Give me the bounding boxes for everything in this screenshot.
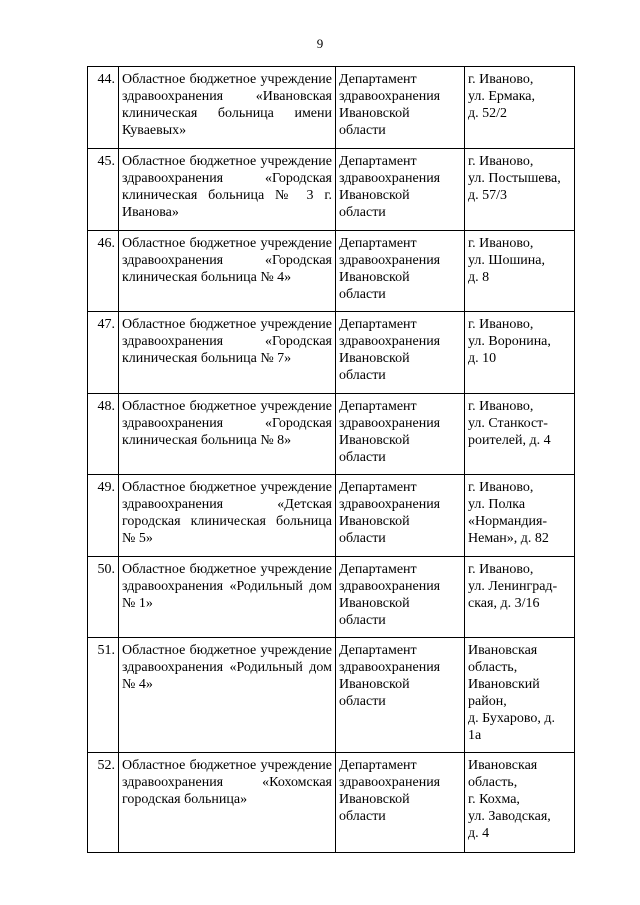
department-line: области — [339, 368, 386, 383]
department-line: области — [339, 531, 386, 546]
row-number: 46. — [88, 231, 119, 312]
address-line: г. Кохма, — [468, 792, 520, 807]
department-line: Ивановской — [339, 270, 410, 285]
address-line: д. 4 — [468, 826, 490, 841]
department-line: Департамент — [339, 562, 417, 577]
address-line: район, — [468, 694, 507, 709]
responsible-department — [336, 67, 465, 149]
department-line: Департамент — [339, 317, 417, 332]
address-line: ул. Станкост- — [468, 416, 548, 431]
responsible-department — [336, 557, 465, 638]
row-number: 48. — [88, 394, 119, 475]
address-line: область, — [468, 660, 518, 675]
address-line: роителей, д. 4 — [468, 433, 551, 448]
institution-address — [465, 753, 575, 853]
department-line: здравоохранения — [339, 497, 441, 512]
department-line: здравоохранения — [339, 579, 441, 594]
responsible-department — [336, 753, 465, 853]
department-line: Департамент — [339, 480, 417, 495]
address-line: ул. Постышева, — [468, 171, 561, 186]
institution-name: Областное бюджетное учреждение здравоохранения «Кохомская городская больница» — [119, 753, 336, 853]
responsible-department — [336, 394, 465, 475]
address-line: г. Иваново, — [468, 72, 534, 87]
row-number: 45. — [88, 149, 119, 231]
address-line: г. Иваново, — [468, 317, 534, 332]
institutions-table — [87, 66, 575, 853]
institution-address — [465, 231, 575, 312]
department-line: области — [339, 694, 386, 709]
table-row — [88, 312, 575, 394]
row-number: 44. — [88, 67, 119, 149]
department-line: здравоохранения — [339, 89, 441, 104]
department-line: Ивановской — [339, 677, 410, 692]
address-line: г. Иваново, — [468, 480, 534, 495]
department-line: здравоохранения — [339, 253, 441, 268]
table-row — [88, 753, 575, 853]
table-row — [88, 67, 575, 149]
table-row — [88, 231, 575, 312]
address-line: ул. Ленинград- — [468, 579, 558, 594]
department-line: здравоохранения — [339, 416, 441, 431]
address-line: ул. Ермака, — [468, 89, 535, 104]
row-number: 49. — [88, 475, 119, 557]
address-line: «Нормандия- — [468, 514, 548, 529]
institution-name: Областное бюджетное учреждение здравоохранения «Городская клиническая больница № 4» — [119, 231, 336, 312]
page-number: 9 — [316, 36, 324, 51]
address-line: д. 8 — [468, 270, 490, 285]
department-line: здравоохранения — [339, 660, 441, 675]
responsible-department — [336, 312, 465, 394]
table-row — [88, 638, 575, 753]
address-line: г. Иваново, — [468, 154, 534, 169]
department-line: Департамент — [339, 399, 417, 414]
department-line: области — [339, 450, 386, 465]
address-line: область, — [468, 775, 518, 790]
table-row — [88, 394, 575, 475]
institution-address — [465, 557, 575, 638]
address-line: г. Иваново, — [468, 236, 534, 251]
responsible-department — [336, 231, 465, 312]
row-number: 47. — [88, 312, 119, 394]
table-row — [88, 475, 575, 557]
responsible-department — [336, 149, 465, 231]
table-row — [88, 557, 575, 638]
address-line: Ивановская — [468, 643, 538, 658]
department-line: здравоохранения — [339, 171, 441, 186]
address-line: Ивановский — [468, 677, 540, 692]
address-line: 1а — [468, 728, 482, 743]
responsible-department — [336, 638, 465, 753]
department-line: области — [339, 809, 386, 824]
responsible-department — [336, 475, 465, 557]
address-line: Неман», д. 82 — [468, 531, 549, 546]
department-line: Департамент — [339, 236, 417, 251]
address-line: ская, д. 3/16 — [468, 596, 540, 611]
institution-address — [465, 475, 575, 557]
institution-address — [465, 638, 575, 753]
address-line: Ивановская — [468, 758, 538, 773]
institution-address — [465, 312, 575, 394]
address-line: ул. Полка — [468, 497, 526, 512]
institution-name: Областное бюджетное учреждение здравоохранения «Городская клиническая больница № 7» — [119, 312, 336, 394]
department-line: Департамент — [339, 758, 417, 773]
department-line: Ивановской — [339, 351, 410, 366]
department-line: области — [339, 123, 386, 138]
institution-address — [465, 67, 575, 149]
institutions-table-body — [88, 67, 575, 853]
department-line: Департамент — [339, 72, 417, 87]
department-line: Ивановской — [339, 106, 410, 121]
institution-name: Областное бюджетное учреждение здравоохранения «Городская клиническая больница № 3 г. Иванова» — [119, 149, 336, 231]
department-line: Ивановской — [339, 514, 410, 529]
address-line: г. Иваново, — [468, 399, 534, 414]
department-line: Департамент — [339, 643, 417, 658]
department-line: здравоохранения — [339, 775, 441, 790]
address-line: ул. Шошина, — [468, 253, 545, 268]
institution-name: Областное бюджетное учреждение здравоохранения «Городская клиническая больница № 8» — [119, 394, 336, 475]
table-row — [88, 149, 575, 231]
department-line: здравоохранения — [339, 334, 441, 349]
institution-name: Областное бюджетное учреждение здравоохранения «Детская городская клиническая больница № 5» — [119, 475, 336, 557]
institution-name: Областное бюджетное учреждение здравоохранения «Родильный дом № 1» — [119, 557, 336, 638]
department-line: области — [339, 287, 386, 302]
address-line: д. Бухарово, д. — [468, 711, 555, 726]
department-line: Ивановской — [339, 792, 410, 807]
department-line: Ивановской — [339, 433, 410, 448]
department-line: Ивановской — [339, 188, 410, 203]
address-line: ул. Заводская, — [468, 809, 551, 824]
row-number: 52. — [88, 753, 119, 853]
address-line: д. 52/2 — [468, 106, 508, 121]
address-line: д. 57/3 — [468, 188, 508, 203]
address-line: г. Иваново, — [468, 562, 534, 577]
row-number: 51. — [88, 638, 119, 753]
institution-name: Областное бюджетное учреждение здравоохранения «Родильный дом № 4» — [119, 638, 336, 753]
institution-name: Областное бюджетное учреждение здравоохранения «Ивановская клиническая больница имени Куваевых» — [119, 67, 336, 149]
institution-address — [465, 149, 575, 231]
address-line: д. 10 — [468, 351, 497, 366]
department-line: Ивановской — [339, 596, 410, 611]
row-number: 50. — [88, 557, 119, 638]
department-line: области — [339, 205, 386, 220]
address-line: ул. Воронина, — [468, 334, 551, 349]
institution-address — [465, 394, 575, 475]
department-line: Департамент — [339, 154, 417, 169]
department-line: области — [339, 613, 386, 628]
